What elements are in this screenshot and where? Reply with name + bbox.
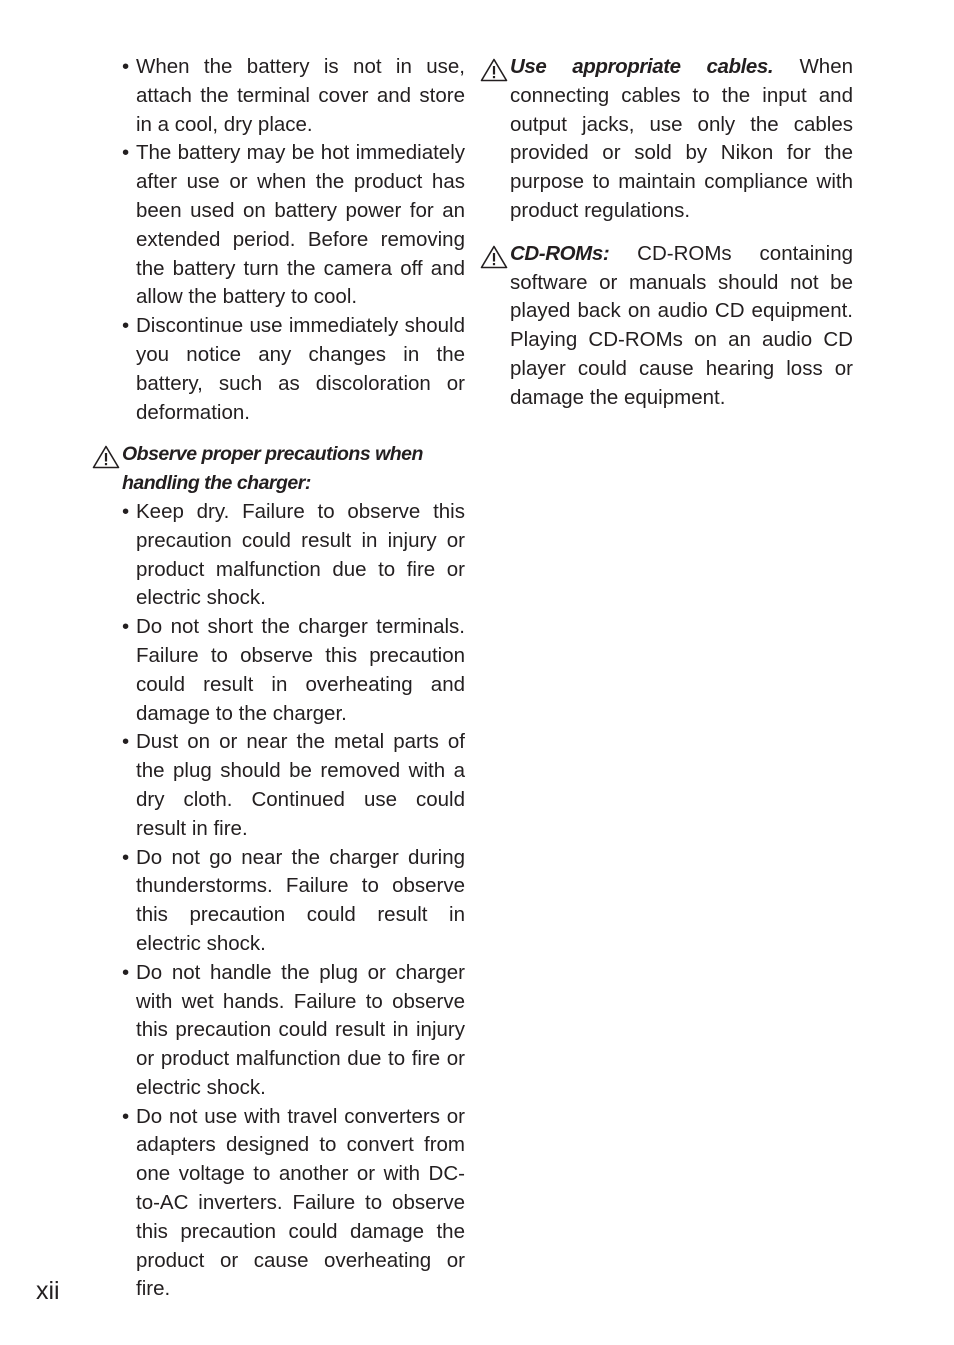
bullet-icon: • [122, 1104, 130, 1128]
bullet-icon: • [122, 730, 130, 754]
cdroms-lead: CD-ROMs: [510, 241, 610, 265]
cdroms-text: CD-ROMs containing software or manuals should not be played back on audio CD equipment. Playing CD-ROMs on an audio CD player could cause hearing loss or damage the equipment. [510, 241, 854, 409]
bullet-icon: • [122, 960, 130, 984]
right-column [480, 53, 853, 413]
bullet-icon: • [122, 499, 130, 523]
page-number: xii [36, 1277, 60, 1305]
warning-triangle-icon [480, 58, 508, 82]
bullet-text: The battery may be hot immediately after use or when the product has been used on battery power for an extended period. Before removing the battery turn the camera off and allow the battery to cool. [136, 141, 465, 309]
battery-bullet-list [92, 53, 465, 427]
warning-triangle-icon [480, 245, 508, 269]
left-column [92, 53, 465, 1304]
cdroms-warning [480, 240, 853, 413]
list-item [122, 1103, 465, 1305]
bullet-icon: • [122, 615, 130, 639]
cables-text: When connecting cables to the input and output jacks, use only the cables provided or sold by Nikon for the purpose to maintain compliance with product regulations. [510, 55, 853, 222]
bullet-text: Do not use with travel converters or adapters designed to convert from one voltage to another or with DC-to-AC inverters. Failure to observe this precaution could damage the product or cause overheating or fire. [136, 1104, 465, 1301]
bullet-icon: • [122, 845, 130, 869]
charger-heading: Observe proper precautions when handling the charger: [122, 443, 423, 495]
bullet-text: Discontinue use immediately should you notice any changes in the battery, such as discoloration or deformation. [136, 314, 465, 424]
list-item [122, 139, 465, 312]
list-item [122, 53, 465, 139]
bullet-text: When the battery is not in use, attach the terminal cover and store in a cool, dry place. [136, 55, 465, 136]
bullet-icon: • [122, 314, 130, 338]
charger-section [92, 440, 465, 498]
list-item [122, 959, 465, 1103]
warning-triangle-icon [92, 445, 120, 469]
bullet-icon: • [122, 141, 130, 165]
list-item [122, 844, 465, 959]
list-item [122, 312, 465, 427]
cables-lead: Use appropriate cables. [510, 55, 774, 78]
bullet-text: Do not short the charger terminals. Failure to observe this precaution could result in overheating and damage to the charger. [136, 615, 465, 725]
bullet-icon: • [122, 55, 130, 78]
list-item [122, 728, 465, 843]
bullet-text: Do not go near the charger during thunderstorms. Failure to observe this precaution could result in electric shock. [136, 845, 465, 955]
bullet-text: Dust on or near the metal parts of the plug should be removed with a dry cloth. Continued use could result in fire. [136, 730, 465, 840]
bullet-text: Do not handle the plug or charger with wet hands. Failure to observe this precaution could result in injury or product malfunction due to fire or electric shock. [136, 960, 465, 1099]
bullet-text: Keep dry. Failure to observe this precaution could result in injury or product malfunction due to fire or electric shock. [136, 499, 465, 610]
list-item [122, 498, 465, 613]
charger-bullet-list [92, 498, 465, 1304]
list-item [122, 613, 465, 728]
cables-warning [480, 53, 853, 226]
